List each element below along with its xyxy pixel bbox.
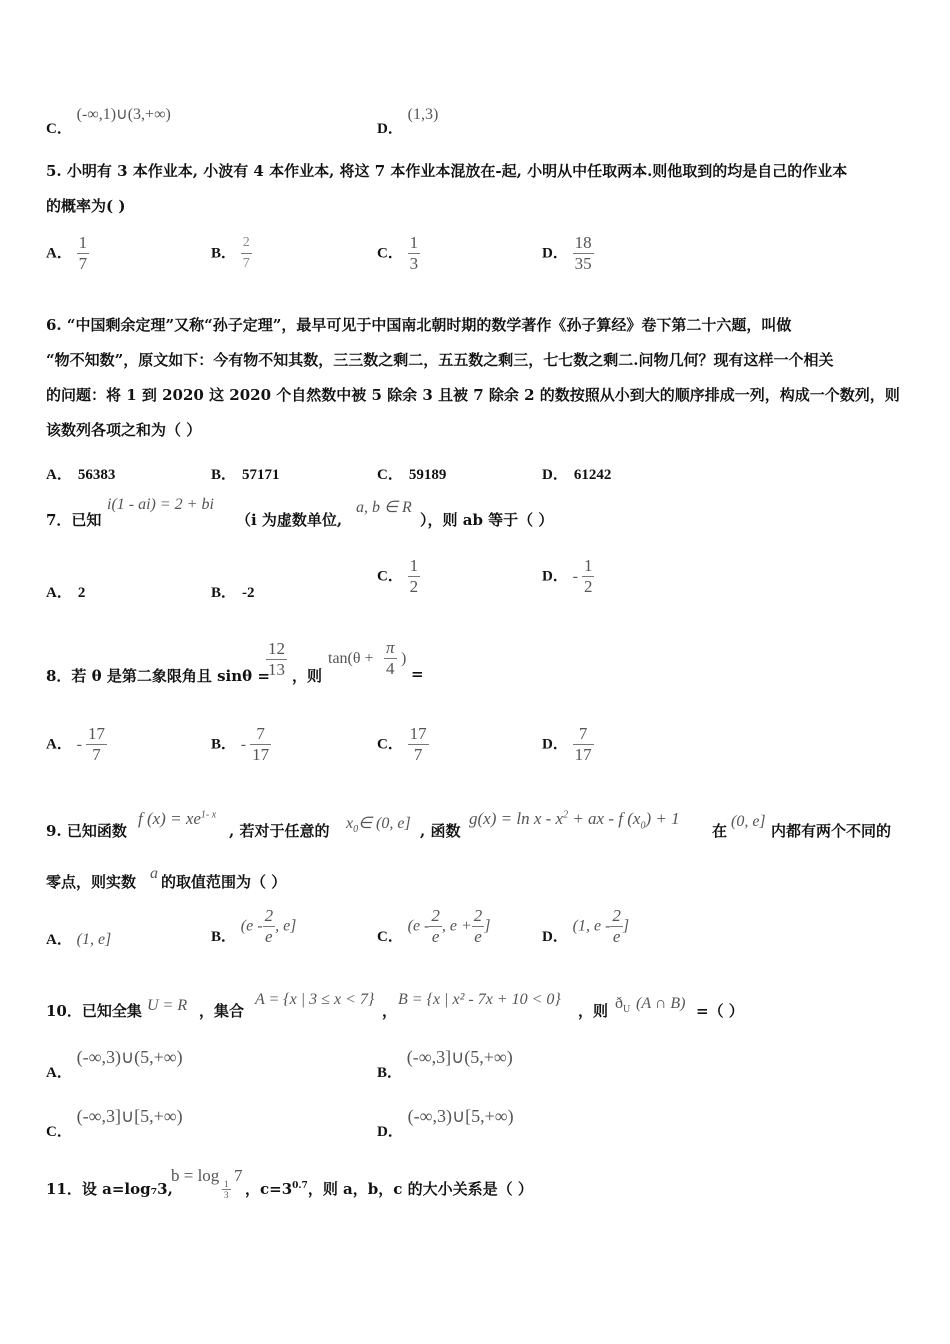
question-text: 5. 小明有 3 本作业本, 小波有 4 本作业本, 将这 7 本作业本混放在-起, 小明从中任取两本.则他取到的均是自己的作业本 <box>46 162 848 180</box>
denominator: 7 <box>78 254 88 273</box>
denominator: 7 <box>241 253 252 274</box>
option-label: C． <box>377 736 403 753</box>
q9-option-d[interactable] <box>542 906 629 947</box>
numerator: 18 <box>574 233 592 252</box>
option-math-pre: (e - <box>240 917 263 935</box>
option-math-pre: (e - <box>407 917 430 935</box>
denominator: 13 <box>268 660 285 679</box>
q7-option-d[interactable] <box>542 556 594 597</box>
q8-pi-fraction <box>384 638 397 679</box>
b-text: b = log <box>171 1166 220 1185</box>
f-text: f (x) = xe <box>138 809 201 828</box>
q8-suffix: = <box>411 665 424 683</box>
q8-option-a[interactable] <box>46 724 107 765</box>
fraction <box>241 233 252 274</box>
denominator: 35 <box>574 254 592 273</box>
option-math: (1, e] <box>76 931 112 948</box>
q8-tan <box>328 650 374 668</box>
complement-sub: U <box>623 1004 631 1016</box>
q7-middle: （i 为虚数单位, <box>236 511 343 529</box>
q9-text1: , 若对于任意的 <box>229 822 330 840</box>
option-math: (-∞,3]∪[5,+∞) <box>76 1106 183 1126</box>
q11-prefix: 11．设 a=log₇3, <box>46 1180 173 1198</box>
q7-option-b[interactable] <box>211 581 255 602</box>
option-value: -2 <box>242 585 255 601</box>
question-6 <box>46 308 906 448</box>
fraction <box>408 556 421 597</box>
q10-option-a[interactable] <box>46 1047 183 1081</box>
f-exponent: 1- x <box>200 809 217 821</box>
option-math-pre: (1, e - <box>572 917 611 935</box>
q8-option-c[interactable] <box>377 724 429 765</box>
option-label: B． <box>211 928 237 945</box>
fraction <box>263 906 276 947</box>
q10-text2: ，则 <box>578 1002 609 1020</box>
q6-option-a[interactable] <box>46 463 115 484</box>
numerator: 12 <box>268 639 285 658</box>
q8-middle: ，则 <box>292 667 323 685</box>
q10-set-b: B = {x | x² - 7x + 10 < 0} <box>398 991 561 1008</box>
numerator: 1 <box>409 233 419 252</box>
minus-sign: - <box>240 735 247 753</box>
q9-interval: (0, e] <box>731 813 766 830</box>
x0-sub: 0 <box>353 824 359 836</box>
question-text: 的问题：将 1 到 2020 这 2020 个自然数中被 5 除余 3 且被 7 除余 2 的数按照从小到大的顺序排成一列，构成一个数列，则 <box>46 386 900 404</box>
q9-line2a: 零点，则实数 <box>46 873 137 891</box>
option-math: (-∞,3)∪(5,+∞) <box>76 1047 183 1067</box>
complement-symbol: ð <box>615 995 623 1012</box>
option-label: D． <box>542 245 568 262</box>
fraction <box>582 556 595 597</box>
q9-g <box>469 809 680 831</box>
option-label: D． <box>542 568 568 585</box>
numerator: 2 <box>431 906 440 925</box>
fraction <box>408 233 421 274</box>
q9-text3: 在 <box>712 822 728 840</box>
fraction <box>250 724 271 765</box>
q9-f <box>138 809 216 829</box>
fraction <box>573 233 594 274</box>
c-exponent: 0.7 <box>292 1181 308 1191</box>
minus-sign: - <box>572 567 578 585</box>
option-value: 61242 <box>573 467 612 483</box>
option-label: C． <box>46 121 72 137</box>
q8-sin-fraction <box>266 639 287 680</box>
q9-line2b: 的取值范围为（ ） <box>161 873 287 891</box>
fraction <box>77 233 90 274</box>
option-math-post: ] <box>622 917 630 935</box>
numerator: 2 <box>264 906 274 925</box>
denominator: 3 <box>409 254 419 273</box>
q7-option-a[interactable] <box>46 581 85 602</box>
option-label: C． <box>46 1124 72 1140</box>
q5-option-c[interactable] <box>377 233 420 274</box>
fraction <box>573 724 594 765</box>
q6-option-b[interactable] <box>211 463 280 484</box>
numerator: 17 <box>87 724 105 743</box>
q6-option-d[interactable] <box>542 463 611 484</box>
numerator: 1 <box>78 233 88 252</box>
denominator: 7 <box>408 744 429 765</box>
fraction <box>429 906 442 947</box>
option-math: (1,3) <box>407 106 439 123</box>
q7-equation: i(1 - ai) = 2 + bi <box>107 496 214 513</box>
denominator: e <box>610 926 623 947</box>
c-text: ，c=3 <box>245 1180 293 1198</box>
denominator: e <box>429 926 442 947</box>
q8-prefix: 8．若 θ 是第二象限角且 sinθ = <box>46 667 270 685</box>
q10-suffix: =（ ） <box>696 1002 744 1020</box>
denominator: 17 <box>574 745 592 764</box>
option-math: (-∞,3)∪[5,+∞) <box>407 1106 514 1126</box>
q10-intersection: (A ∩ B) <box>636 995 686 1012</box>
q10-prefix: 10．已知全集 <box>46 1002 142 1020</box>
option-label: A． <box>46 467 72 483</box>
question-text: 的概率为( ) <box>46 197 126 215</box>
fraction <box>408 724 429 765</box>
option-value: 59189 <box>408 467 447 483</box>
q6-option-c[interactable] <box>377 463 446 484</box>
option-label: B． <box>377 1065 403 1081</box>
g-text: g(x) = ln x - x <box>469 809 564 828</box>
g-sub: 0 <box>640 820 646 832</box>
tan-text: tan(θ + <box>328 650 374 667</box>
denominator: 2 <box>583 577 593 596</box>
denominator: e <box>472 926 485 947</box>
g-rest: + ax - f (x <box>568 809 641 828</box>
q9-text4: 内都有两个不同的 <box>771 822 892 840</box>
denominator: e <box>263 926 276 947</box>
option-math-post: , e] <box>275 917 297 935</box>
option-math-mid: , e + <box>441 917 472 935</box>
fraction <box>610 906 623 947</box>
option-label: D． <box>377 1124 403 1140</box>
option-label: A． <box>46 585 72 601</box>
q7-option-c[interactable] <box>377 556 420 597</box>
option-label: D． <box>377 121 403 137</box>
numerator: 1 <box>224 1179 229 1189</box>
option-label: A． <box>46 1065 72 1081</box>
option-label: D． <box>542 736 568 753</box>
option-label: B． <box>211 467 237 483</box>
denominator: 7 <box>86 744 107 765</box>
q9-prefix: 9. 已知函数 <box>46 822 127 840</box>
option-math-post: ] <box>484 917 491 935</box>
g-sup: 2 <box>563 809 569 821</box>
option-math: (-∞,1)∪(3,+∞) <box>76 106 171 123</box>
fraction <box>86 724 107 765</box>
q7-domain: a, b ∈ R <box>356 499 412 516</box>
q7-suffix: ），则 ab 等于（ ） <box>420 511 554 529</box>
q10-universe: U = R <box>147 997 188 1014</box>
numerator: 7 <box>578 724 588 743</box>
q5-option-d[interactable] <box>542 233 594 274</box>
q10-option-b[interactable] <box>377 1047 513 1081</box>
question-5 <box>46 154 906 224</box>
option-label: D． <box>542 467 568 483</box>
numerator: 2 <box>242 235 250 250</box>
q10-option-c[interactable] <box>46 1106 183 1140</box>
numerator: 2 <box>612 906 621 925</box>
numerator: 7 <box>256 724 265 743</box>
fraction <box>472 906 485 947</box>
x0-rest: ∈ (0, e] <box>358 815 411 832</box>
numerator: 1 <box>583 556 593 575</box>
option-value: 56383 <box>77 467 116 483</box>
option-label: B． <box>211 245 237 262</box>
option-label: D． <box>542 928 568 945</box>
numerator: 1 <box>409 556 419 575</box>
q9-text2: , 函数 <box>420 822 461 840</box>
question-text: “物不知数”，原文如下：今有物不知其数，三三数之剩二，五五数之剩三，七七数之剩二.问物几何？现有这样一个相关 <box>46 351 834 369</box>
question-text: 该数列各项之和为（ ） <box>46 421 202 439</box>
option-label: A． <box>46 736 72 753</box>
option-label: C． <box>377 245 403 262</box>
x0-x: x <box>346 815 354 832</box>
q10-complement <box>615 995 630 1015</box>
denominator: 17 <box>252 745 270 764</box>
q9-x0 <box>346 813 411 835</box>
option-value: 57171 <box>242 467 280 483</box>
q10-set-a: A = {x | 3 ≤ x < 7} <box>255 991 375 1008</box>
q5-option-b[interactable] <box>211 233 252 274</box>
q10-option-d[interactable] <box>377 1106 514 1140</box>
option-label: A． <box>46 245 72 262</box>
q11-log-arg: 7 <box>234 1166 243 1185</box>
q7-prefix: 7．已知 <box>46 511 102 529</box>
denominator: 2 <box>409 577 419 596</box>
option-math: (-∞,3]∪(5,+∞) <box>406 1047 513 1067</box>
question-text: 6. “中国剩余定理”又称“孙子定理”，最早可见于中国南北朝时期的数学著作《孙子算经》卷下第二十六题，叫做 <box>46 316 792 334</box>
option-label: C． <box>377 467 403 483</box>
q9-a: a <box>150 865 158 882</box>
q11-log-base <box>222 1179 231 1200</box>
q5-option-a[interactable] <box>46 233 89 274</box>
option-label: C． <box>377 568 403 585</box>
q8-option-b[interactable] <box>211 724 271 765</box>
numerator: 17 <box>409 724 427 743</box>
q8-close: ) <box>401 650 407 667</box>
option-label: C． <box>377 928 403 945</box>
q9-option-b[interactable] <box>211 906 296 947</box>
q4-option-c[interactable] <box>46 106 171 137</box>
g-end: ) + 1 <box>645 809 680 828</box>
q4-option-d[interactable] <box>377 106 439 137</box>
q10-comma: ， <box>382 1002 398 1020</box>
minus-sign: - <box>76 735 82 753</box>
q9-option-c[interactable] <box>377 906 491 947</box>
q10-text1: ，集合 <box>199 1002 245 1020</box>
numerator: 2 <box>473 906 483 925</box>
q9-option-a[interactable] <box>46 928 111 949</box>
numerator: π <box>386 638 395 657</box>
option-label: B． <box>211 585 237 601</box>
option-value: 2 <box>77 585 86 601</box>
denominator: 4 <box>384 658 397 679</box>
q11-b <box>171 1166 219 1186</box>
option-label: B． <box>211 736 237 753</box>
q11-suffix: ，则 a，b，c 的大小关系是（ ） <box>307 1180 533 1198</box>
option-label: A． <box>46 932 72 948</box>
q8-option-d[interactable] <box>542 724 594 765</box>
q11-c <box>245 1178 533 1199</box>
denominator: 3 <box>224 1190 229 1200</box>
